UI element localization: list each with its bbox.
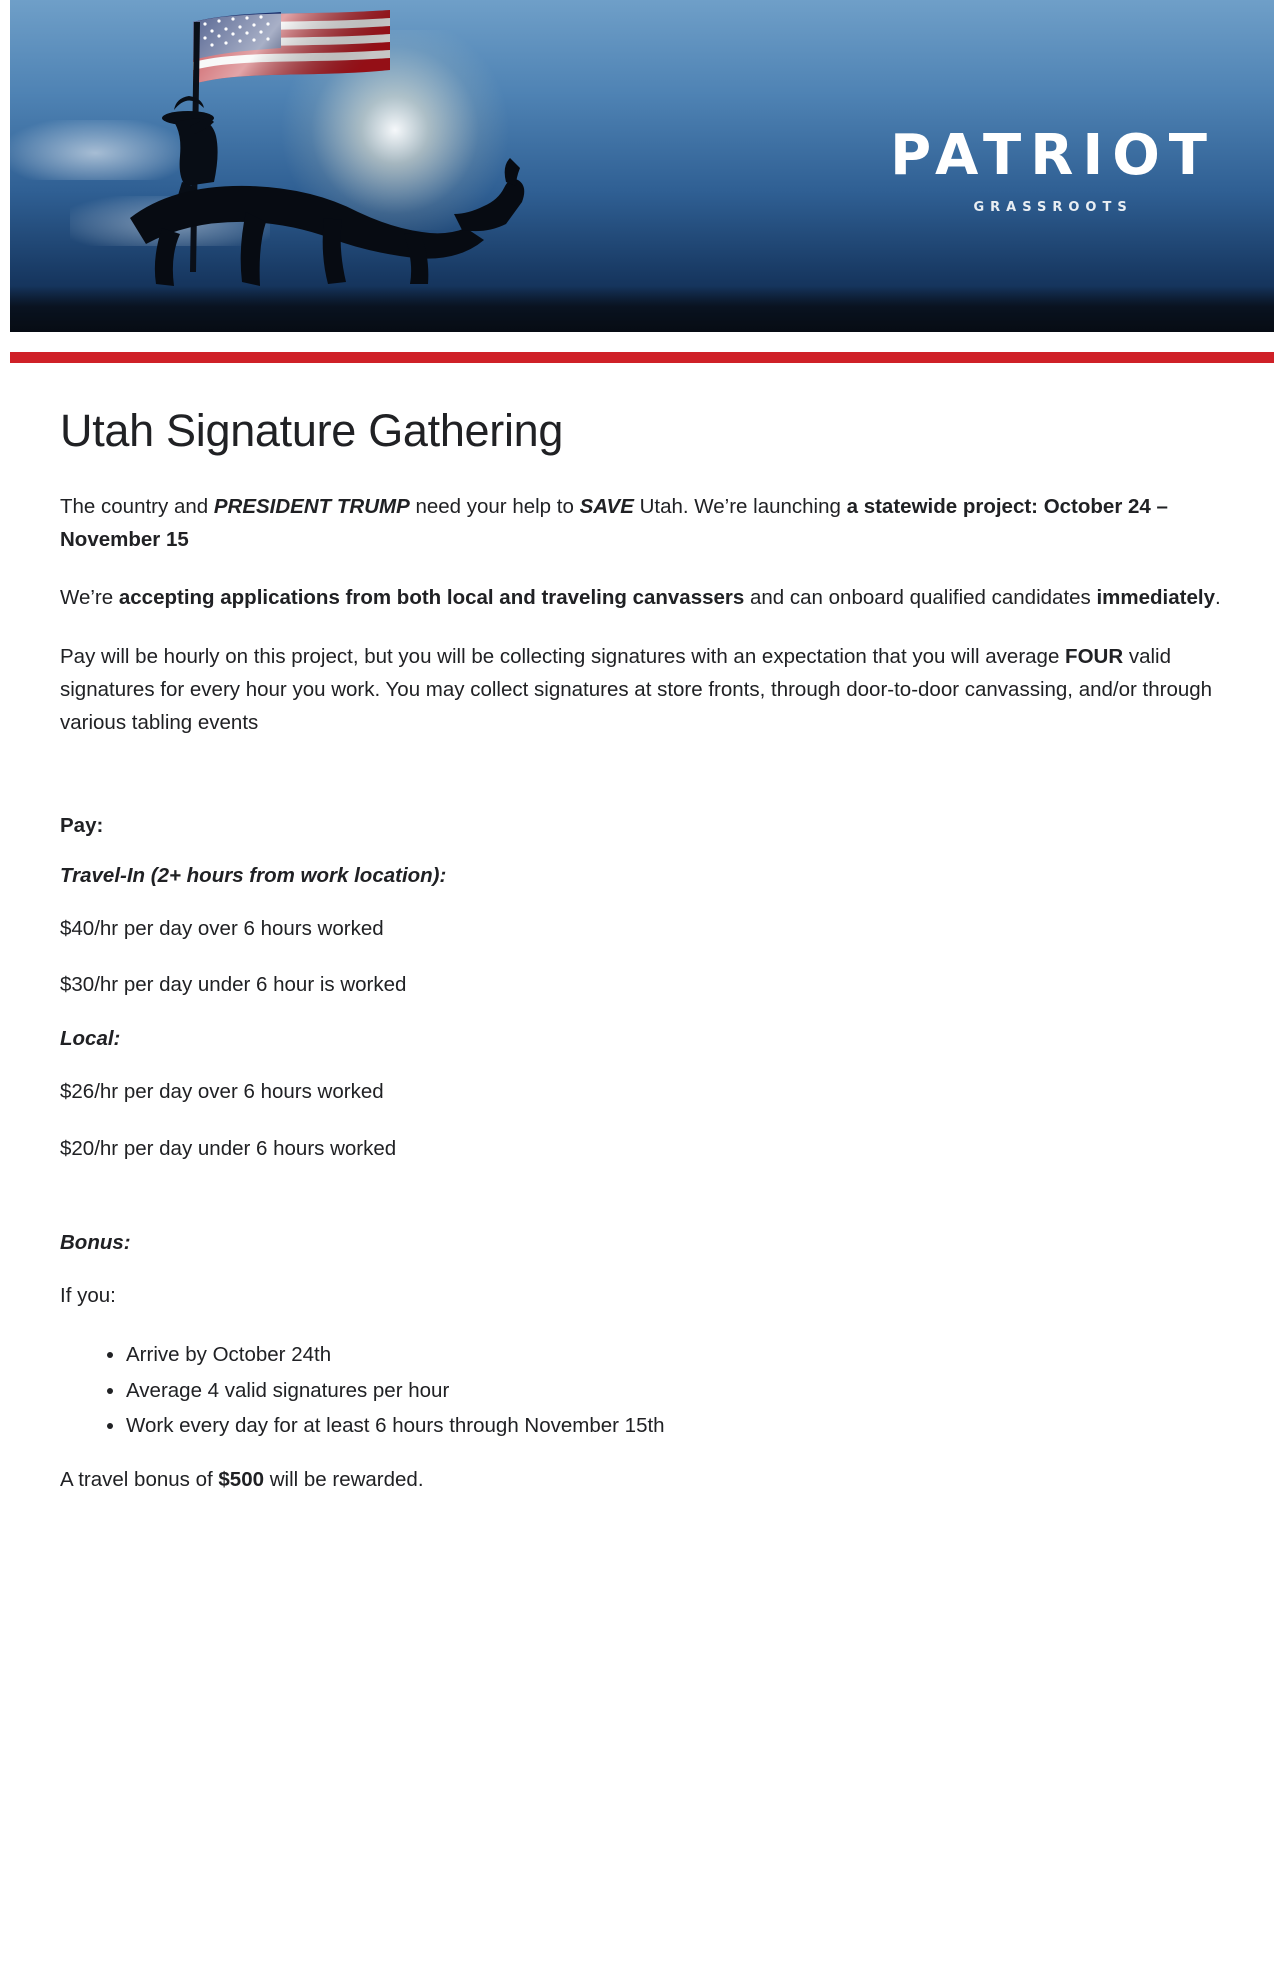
travel-in-heading: Travel-In (2+ hours from work location): — [60, 863, 447, 887]
bonus-footer — [60, 1465, 1224, 1496]
run-text: Pay will be hourly on this project, but you will be collecting signatures with an expectation that you will average — [60, 645, 1066, 669]
run-save: SAVE — [579, 494, 634, 518]
run-text: We’re — [60, 586, 119, 610]
logo-wordmark: PATRIOT — [890, 123, 1216, 188]
document-content — [0, 363, 1284, 1562]
run-text: and can onboard qualified candidates — [744, 586, 1097, 610]
run-accepting-applications: accepting applications from both local and traveling canvassers — [118, 586, 745, 610]
list-item: • Arrive by October 24th — [126, 1337, 1224, 1372]
patriot-grassroots-logo — [890, 123, 1216, 215]
bonus-requirements-list — [60, 1337, 1224, 1443]
run-text: need your help to — [409, 494, 580, 518]
run-text: valid signatures for every hour you work. You may collect signatures at store fronts, through door-to-door canvassing, and/or through various tabling events — [60, 645, 1213, 734]
logo-tagline: GRASSROOTS — [973, 200, 1133, 215]
run-text: Utah. We’re launching — [633, 494, 847, 518]
pay-heading: Pay: — [60, 813, 104, 837]
local-rate-over-6: $26/hr per day over 6 hours worked — [60, 1080, 384, 1104]
run-immediately: immediately — [1096, 586, 1215, 610]
list-item: • Work every day for at least 6 hours through November 15th — [126, 1408, 1224, 1443]
bonus-amount: $500 — [218, 1468, 265, 1492]
hero-banner — [10, 0, 1274, 332]
bonus-heading: Bonus: — [60, 1230, 131, 1254]
local-rate-under-6: $20/hr per day under 6 hours worked — [60, 1136, 397, 1160]
intro-paragraph — [60, 491, 1224, 557]
run-text: A travel bonus of — [60, 1468, 219, 1492]
run-statewide-project: a statewide project — [846, 494, 1032, 518]
list-item: • Average 4 valid signatures per hour — [126, 1373, 1224, 1408]
ground-shadow — [10, 286, 1274, 332]
run-four: FOUR — [1065, 645, 1124, 669]
run-project-dates: : October 24 – November 15 — [60, 494, 1168, 551]
red-divider — [10, 352, 1274, 363]
run-text: will be rewarded. — [264, 1468, 424, 1492]
section-spacer — [60, 766, 1224, 814]
applications-paragraph — [60, 582, 1224, 615]
page-title: Utah Signature Gathering — [60, 405, 564, 456]
travel-rate-under-6: $30/hr per day under 6 hour is worked — [60, 973, 407, 997]
pay-expectation-paragraph — [60, 641, 1224, 739]
run-text: . — [1214, 586, 1221, 610]
travel-rate-over-6: $40/hr per day over 6 hours worked — [60, 916, 384, 940]
run-president-trump: PRESIDENT TRUMP — [213, 494, 410, 518]
section-spacer — [60, 1191, 1224, 1231]
bonus-intro: If you: — [60, 1283, 116, 1307]
run-text: The country and — [60, 494, 214, 518]
local-heading: Local: — [60, 1027, 121, 1051]
horse-rider-silhouette-icon — [70, 22, 590, 322]
